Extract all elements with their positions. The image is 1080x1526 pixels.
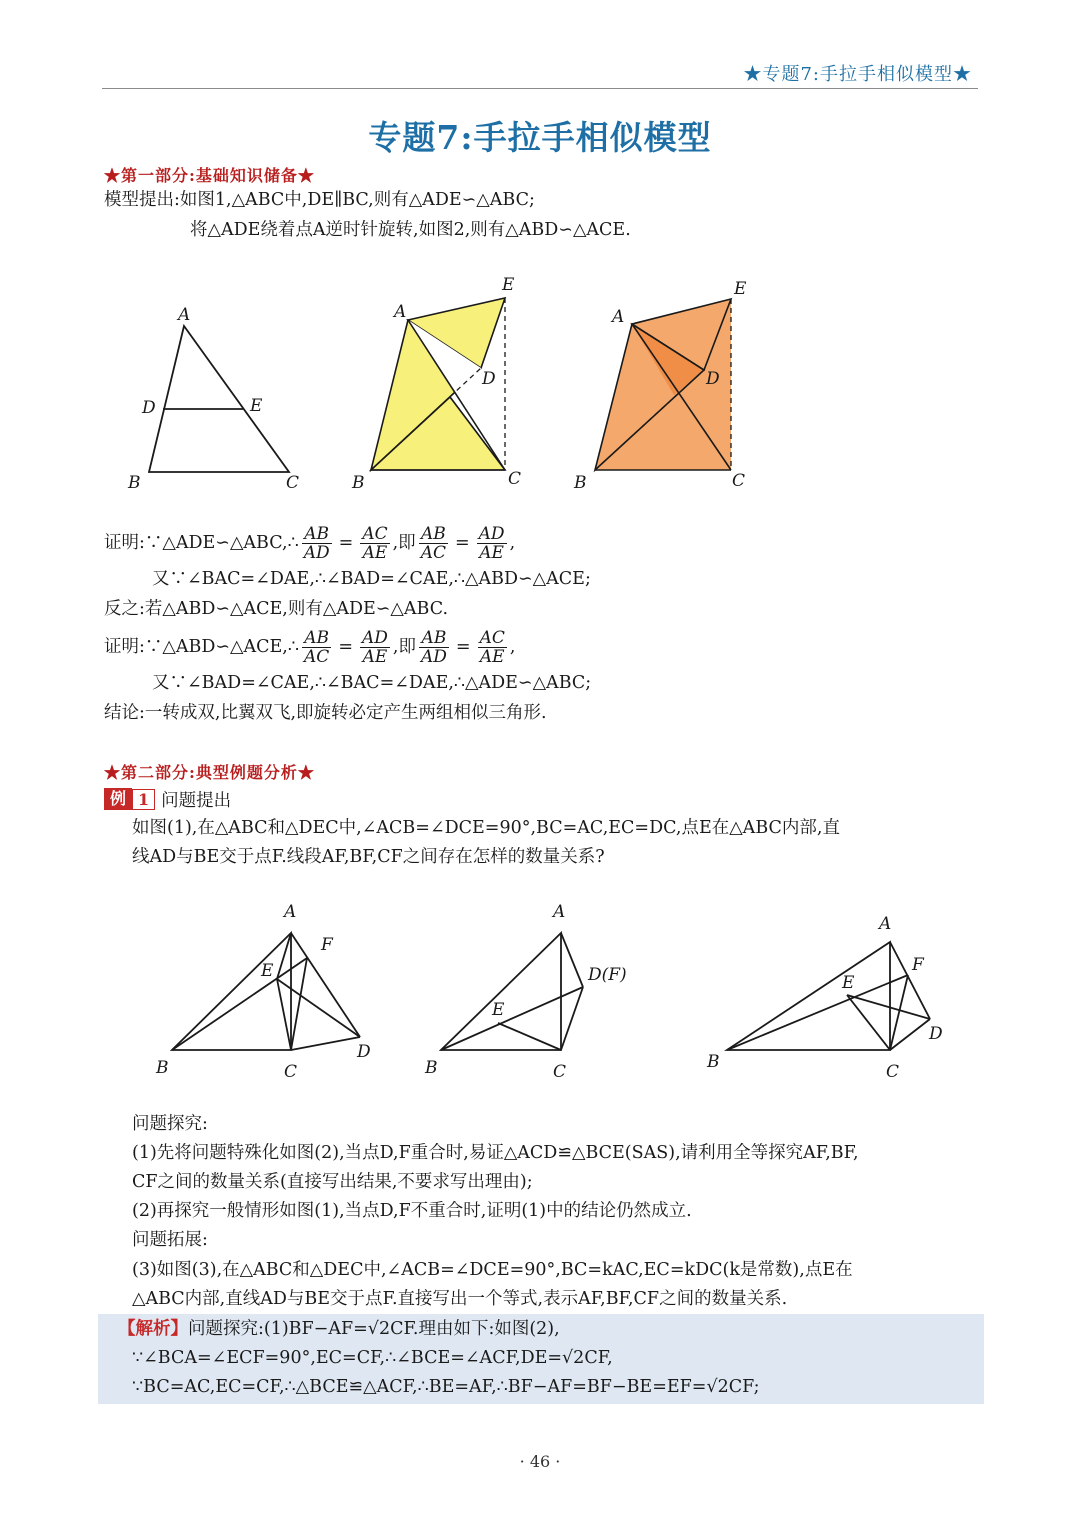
frac-denominator: AC xyxy=(304,647,330,667)
section1-heading: ★第一部分:基础知识储备★ xyxy=(104,166,315,185)
ex2-label-df: D(F) xyxy=(588,965,627,985)
proof2-mid: ,即 xyxy=(392,637,416,657)
ex2-label-a: A xyxy=(553,902,566,922)
solution-line-3: ∵BC=AC,EC=CF,∴△BCE≌△ACF,∴BE=AF,∴BF−AF=BF−BE=EF=√2CF; xyxy=(132,1377,760,1397)
proof1-frac-2 xyxy=(360,525,389,562)
fig1-label-b: B xyxy=(128,473,141,493)
top-figures xyxy=(100,270,780,500)
example-badge-title: 问题提出 xyxy=(161,790,232,811)
ex3-label-c: C xyxy=(886,1062,900,1082)
question2-line: (2)再探究一般情形如图(1),当点D,F不重合时,证明(1)中的结论仍然成立. xyxy=(132,1201,692,1221)
proof1-frac-3 xyxy=(419,525,448,562)
solution-line-1-text: 问题探究:(1)BF−AF=√2CF.理由如下:如图(2), xyxy=(188,1319,560,1339)
question1-line-2: CF之间的数量关系(直接写出结果,不要求写出理由); xyxy=(132,1172,533,1192)
ex1-triangle-abc xyxy=(172,933,291,1050)
solution-line-1 xyxy=(118,1315,560,1344)
equals-sign: = xyxy=(454,533,470,553)
fig2-label-a: A xyxy=(394,302,407,322)
figure-1 xyxy=(127,305,299,493)
equals-sign: = xyxy=(455,637,471,657)
proof2-line-2: 又∵∠BAD=∠CAE,∴∠BAC=∠DAE,∴△ADE∽△ABC; xyxy=(152,673,592,693)
frac-numerator: AB xyxy=(302,629,331,648)
figure-3 xyxy=(573,279,747,493)
frac-denominator: AD xyxy=(420,647,447,667)
fig2-label-c: C xyxy=(508,469,522,489)
fig2-label-d: D xyxy=(482,369,496,389)
section2-heading: ★第二部分:典型例题分析★ xyxy=(104,763,315,782)
ex2-triangle-abc xyxy=(441,933,561,1050)
ex3-label-e: E xyxy=(842,973,855,993)
proof2-frac-3 xyxy=(419,629,449,666)
ex2-segment-ec xyxy=(498,1023,561,1050)
proof1-prefix: 证明:∵△ADE∽△ABC,∴ xyxy=(104,533,299,553)
frac-denominator: AE xyxy=(479,543,504,563)
expand-heading: 问题拓展: xyxy=(132,1230,208,1250)
frac-numerator: AC xyxy=(362,524,388,544)
fig3-label-b: B xyxy=(574,473,587,493)
question3-line-1: (3)如图(3),在△ABC和△DEC中,∠ACB=∠DCE=90°,BC=kAC,EC=kDC(k是常数),点E在 xyxy=(132,1260,853,1280)
ex1-segment-ed xyxy=(277,979,360,1037)
frac-numerator: AB xyxy=(302,525,332,544)
example-line-1: 如图(1),在△ABC和△DEC中,∠ACB=∠DCE=90°,BC=AC,EC=DC,点E在△ABC内部,直 xyxy=(132,818,840,838)
example-figure-3 xyxy=(727,942,930,1050)
ex3-segment-ed xyxy=(847,995,930,1019)
frac-numerator: AB xyxy=(419,629,449,648)
proof1-frac-4 xyxy=(477,525,507,562)
fig1-label-c: C xyxy=(286,473,300,493)
fig1-label-d: D xyxy=(142,398,156,418)
fig2-label-e: E xyxy=(502,275,515,295)
frac-numerator: AC xyxy=(479,628,505,648)
ex2-label-b: B xyxy=(425,1058,438,1078)
proof2-frac-4 xyxy=(478,629,507,666)
ex1-segment-fc xyxy=(291,958,307,1050)
fig1-triangle-abc xyxy=(149,326,289,472)
ex1-label-e: E xyxy=(261,961,274,981)
ex1-segment-bf xyxy=(172,958,307,1050)
ex1-segment-ec xyxy=(277,979,291,1050)
frac-denominator: AE xyxy=(362,647,388,667)
ex2-label-c: C xyxy=(553,1062,567,1082)
equals-sign: = xyxy=(338,533,354,553)
frac-denominator: AC xyxy=(420,543,446,563)
frac-denominator: AE xyxy=(362,543,388,563)
solution-label: 【解析】 xyxy=(118,1319,188,1339)
ex3-label-a: A xyxy=(879,914,892,934)
question3-line-2: △ABC内部,直线AD与BE交于点F.直接写出一个等式,表示AF,BF,CF之间的数量关系. xyxy=(132,1289,788,1309)
example-badge xyxy=(104,788,231,810)
page-title: 专题7:手拉手相似模型 xyxy=(368,118,712,157)
fig3-label-a: A xyxy=(612,307,625,327)
middle-figures xyxy=(150,895,960,1085)
ex3-label-d: D xyxy=(929,1024,943,1044)
frac-numerator: AD xyxy=(478,524,505,544)
question1-line-1: (1)先将问题特殊化如图(2),当点D,F重合时,易证△ACD≌△BCE(SAS),请利用全等探究AF,BF, xyxy=(132,1143,859,1163)
proof2-end: , xyxy=(509,637,516,657)
frac-numerator: AD xyxy=(361,628,388,648)
proof1-end: , xyxy=(509,533,516,553)
ex3-triangle-abc xyxy=(727,942,890,1050)
proof1-line-1 xyxy=(104,521,515,565)
proof2-frac-1 xyxy=(302,629,331,666)
proof2-frac-2 xyxy=(360,629,390,666)
example-line-2: 线AD与BE交于点F.线段AF,BF,CF之间存在怎样的数量关系? xyxy=(132,847,605,867)
ex2-segment-dc xyxy=(561,987,583,1050)
running-title: ★专题7:手拉手相似模型★ xyxy=(743,64,972,85)
ex1-label-d: D xyxy=(357,1042,371,1062)
running-header xyxy=(102,58,978,89)
example-badge-label: 例 xyxy=(104,788,132,810)
proof2-prefix: 证明:∵△ABD∽△ACE,∴ xyxy=(104,637,300,657)
fig3-label-c: C xyxy=(732,471,746,491)
fig3-label-d: D xyxy=(706,369,720,389)
example-figure-2 xyxy=(441,933,583,1050)
proof2-line-1 xyxy=(104,625,515,669)
equals-sign: = xyxy=(338,637,353,657)
fig3-label-e: E xyxy=(734,279,747,299)
model-line-2: 将△ADE绕着点A逆时针旋转,如图2,则有△ABD∽△ACE. xyxy=(190,220,631,240)
ex2-label-e: E xyxy=(492,1000,505,1020)
ex1-label-c: C xyxy=(284,1062,298,1082)
fig2-label-b: B xyxy=(352,473,365,493)
frac-denominator: AD xyxy=(303,543,330,563)
ex1-segment-cd xyxy=(291,1037,360,1050)
frac-numerator: AB xyxy=(419,525,448,544)
proof1-frac-1 xyxy=(302,525,332,562)
ex2-segment-ad xyxy=(561,933,583,987)
solution-line-2: ∵∠BCA=∠ECF=90°,EC=CF,∴∠BCE=∠ACF,DE=√2CF, xyxy=(132,1348,613,1368)
conclusion-line: 结论:一转成双,比翼双飞,即旋转必定产生两组相似三角形. xyxy=(104,703,547,723)
fig1-label-e: E xyxy=(250,396,263,416)
fig1-label-a: A xyxy=(178,305,191,325)
ex1-label-b: B xyxy=(156,1058,169,1078)
ex1-label-f: F xyxy=(321,935,333,955)
explore-heading: 问题探究: xyxy=(132,1114,208,1134)
proof1-line-2: 又∵∠BAC=∠DAE,∴∠BAD=∠CAE,∴△ABD∽△ACE; xyxy=(152,569,591,589)
model-line-1: 模型提出:如图1,△ABC中,DE∥BC,则有△ADE∽△ABC; xyxy=(104,190,535,210)
converse-line: 反之:若△ABD∽△ACE,则有△ADE∽△ABC. xyxy=(104,599,449,619)
ex1-label-a: A xyxy=(284,902,297,922)
ex3-segment-ec xyxy=(847,995,890,1050)
proof1-mid: ,即 xyxy=(392,533,416,553)
ex3-label-b: B xyxy=(707,1052,720,1072)
frac-denominator: AE xyxy=(479,647,505,667)
example-badge-number: 1 xyxy=(132,789,155,810)
page-number: · 46 · xyxy=(519,1452,561,1471)
ex3-label-f: F xyxy=(912,955,924,975)
figure-2 xyxy=(351,275,521,493)
